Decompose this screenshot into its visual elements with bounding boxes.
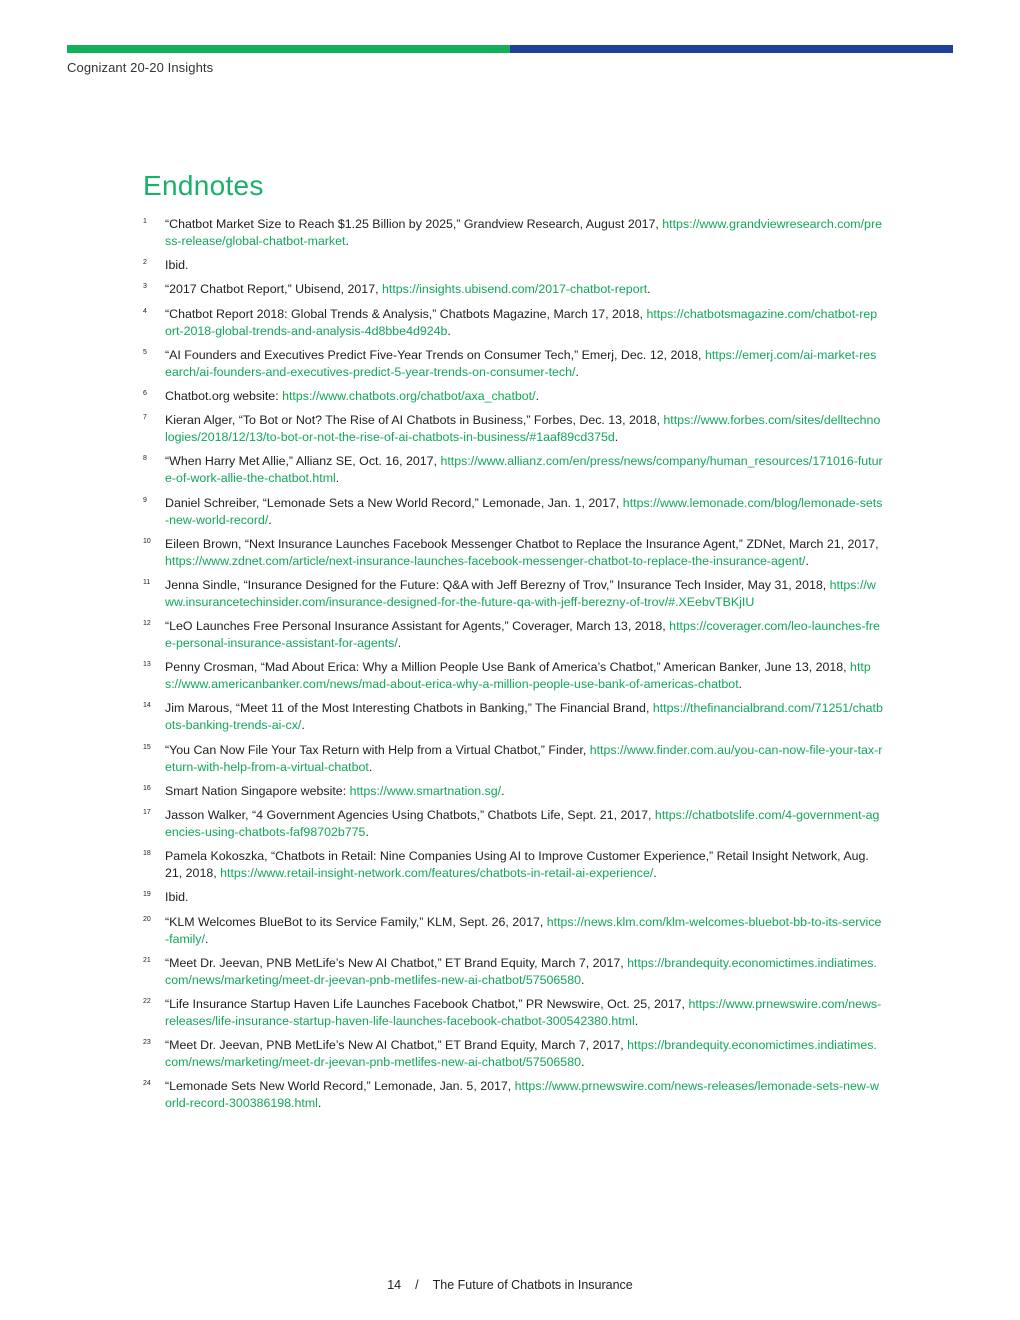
endnote-number: 7 bbox=[143, 414, 147, 422]
endnote-number: 5 bbox=[143, 348, 147, 356]
endnote-item bbox=[143, 412, 883, 446]
endnote-link[interactable]: https://www.zdnet.com/article/next-insurance-launches-facebook-messenger-chatbot-to-replace-the-insurance-agent/ bbox=[165, 553, 806, 568]
endnote-text: Pamela Kokoszka, “Chatbots in Retail: Nine Companies Using AI to Improve Customer Experience,” Retail Insight Network, Aug. 21, 2018, bbox=[165, 849, 869, 881]
accent-bar-blue bbox=[510, 45, 953, 53]
endnote-body bbox=[165, 807, 883, 841]
endnote-link[interactable]: https://www.allianz.com/en/press/news/company/human_resources/171016-future-of-work-allie-the-chatbot.html bbox=[165, 454, 883, 486]
endnote-item bbox=[143, 807, 883, 841]
endnote-terminator: . bbox=[634, 1013, 639, 1028]
endnote-terminator: . bbox=[368, 759, 373, 774]
endnote-item bbox=[143, 495, 883, 529]
endnote-item bbox=[143, 281, 883, 298]
endnote-link[interactable]: https://www.prnewswire.com/news-releases/life-insurance-startup-haven-life-launches-facebook-chatbot-300542380.html bbox=[165, 996, 882, 1028]
endnote-terminator: . bbox=[365, 825, 369, 839]
endnote-text: “KLM Welcomes BlueBot to its Service Family,” KLM, Sept. 26, 2017, bbox=[165, 914, 547, 929]
endnote-item bbox=[143, 848, 883, 882]
endnote-text: “Lemonade Sets New World Record,” Lemonade, Jan. 5, 2017, bbox=[165, 1079, 515, 1094]
endnote-number: 8 bbox=[143, 455, 147, 463]
endnote-link[interactable]: https://insights.ubisend.com/2017-chatbot-report bbox=[381, 282, 648, 297]
page-number: 14 bbox=[387, 1278, 402, 1292]
endnote-link[interactable]: https://www.insurancetechinsider.com/insurance-designed-for-the-future-qa-with-jeff-berezny-of-trov/#.XEebvTBKjIU bbox=[165, 577, 876, 609]
endnote-item bbox=[143, 996, 883, 1030]
endnote-text: “Chatbot Report 2018: Global Trends & Analysis,” Chatbots Magazine, March 17, 2018, bbox=[165, 306, 647, 321]
endnote-number: 9 bbox=[143, 496, 147, 504]
endnote-number: 6 bbox=[143, 389, 147, 397]
endnote-item bbox=[143, 783, 883, 800]
endnote-text: Jenna Sindle, “Insurance Designed for the Future: Q&A with Jeff Berezny of Trov,” Insurance Tech Insider, May 31, 2018, bbox=[165, 577, 830, 592]
endnote-terminator: . bbox=[335, 471, 340, 486]
endnote-number: 12 bbox=[143, 620, 151, 628]
endnote-body bbox=[165, 306, 883, 340]
endnote-body bbox=[165, 347, 883, 381]
endnote-item bbox=[143, 347, 883, 381]
endnote-body bbox=[165, 281, 883, 298]
endnote-body bbox=[165, 1037, 883, 1071]
endnote-link[interactable]: https://www.lemonade.com/blog/lemonade-sets-new-world-record/ bbox=[165, 495, 883, 527]
endnote-terminator: . bbox=[580, 1055, 585, 1070]
endnote-terminator: . bbox=[575, 364, 579, 379]
endnote-terminator: . bbox=[301, 718, 305, 733]
top-accent-bar bbox=[67, 45, 953, 53]
endnote-link[interactable]: https://www.finder.com.au/you-can-now-file-your-tax-return-with-help-from-a-virtual-chatbot bbox=[165, 742, 883, 774]
endnote-link[interactable]: https://chatbotslife.com/4-government-agencies-using-chatbots-faf98702b775 bbox=[165, 808, 880, 839]
endnote-link[interactable]: https://thefinancialbrand.com/71251/chatbots-banking-trends-ai-cx/ bbox=[165, 701, 883, 733]
endnote-text: “Life Insurance Startup Haven Life Launches Facebook Chatbot,” PR Newswire, Oct. 25, 2017, bbox=[165, 996, 689, 1011]
endnote-link[interactable]: https://www.retail-insight-network.com/features/chatbots-in-retail-ai-experience/ bbox=[220, 866, 654, 881]
endnote-text: “Meet Dr. Jeevan, PNB MetLife’s New AI Chatbot,” ET Brand Equity, March 7, 2017, bbox=[165, 955, 628, 970]
endnote-body bbox=[165, 955, 883, 989]
endnote-number: 17 bbox=[143, 809, 151, 816]
endnote-text: Jim Marous, “Meet 11 of the Most Interesting Chatbots in Banking,” The Financial Brand, bbox=[165, 701, 653, 716]
endnote-terminator: . bbox=[647, 282, 651, 297]
endnote-terminator: . bbox=[345, 234, 349, 248]
endnote-body bbox=[165, 848, 883, 882]
endnote-text: “Meet Dr. Jeevan, PNB MetLife’s New AI Chatbot,” ET Brand Equity, March 7, 2017, bbox=[165, 1038, 628, 1053]
footer-separator: / bbox=[415, 1278, 419, 1292]
endnote-text: “You Can Now File Your Tax Return with Help from a Virtual Chatbot,” Finder, bbox=[165, 742, 590, 757]
endnote-item bbox=[143, 659, 883, 693]
endnote-terminator: . bbox=[653, 866, 657, 881]
endnote-terminator: . bbox=[268, 512, 272, 527]
endnote-text: Penny Crosman, “Mad About Erica: Why a Million People Use Bank of America’s Chatbot,” American Banker, June 13, 2018, bbox=[165, 660, 851, 675]
endnote-body bbox=[165, 914, 883, 948]
endnote-terminator: . bbox=[535, 388, 540, 403]
endnote-item bbox=[143, 577, 883, 611]
endnote-body bbox=[165, 1078, 883, 1112]
endnote-number: 23 bbox=[143, 1039, 151, 1047]
endnote-item bbox=[143, 618, 883, 652]
endnote-number: 13 bbox=[143, 661, 151, 669]
endnote-item bbox=[143, 742, 883, 776]
endnote-body bbox=[165, 700, 883, 734]
endnote-number: 1 bbox=[143, 218, 147, 225]
endnote-item bbox=[143, 257, 883, 274]
endnote-text: Ibid. bbox=[165, 258, 189, 273]
endnote-text: Jasson Walker, “4 Government Agencies Using Chatbots,” Chatbots Life, Sept. 21, 2017, bbox=[165, 808, 655, 822]
endnote-item bbox=[143, 306, 883, 340]
endnote-body bbox=[165, 659, 883, 693]
endnote-text: Eileen Brown, “Next Insurance Launches Facebook Messenger Chatbot to Replace the Insurance Agent,” ZDNet, March 21, 2017, bbox=[165, 536, 879, 551]
endnote-terminator: . bbox=[447, 323, 451, 338]
endnote-number: 21 bbox=[143, 956, 151, 964]
endnote-body bbox=[165, 742, 883, 776]
endnote-link[interactable]: https://coverager.com/leo-launches-free-personal-insurance-assistant-for-agents/ bbox=[165, 619, 880, 651]
endnote-body bbox=[165, 216, 883, 250]
accent-bar-green bbox=[67, 45, 510, 53]
endnote-terminator: . bbox=[580, 972, 585, 987]
endnote-number: 19 bbox=[143, 891, 151, 899]
endnote-text: “When Harry Met Allie,” Allianz SE, Oct. 16, 2017, bbox=[165, 454, 441, 469]
endnote-text: Daniel Schreiber, “Lemonade Sets a New World Record,” Lemonade, Jan. 1, 2017, bbox=[165, 495, 623, 510]
endnote-terminator: . bbox=[397, 636, 402, 651]
endnote-link[interactable]: https://news.klm.com/klm-welcomes-bluebot-bb-to-its-service-family/ bbox=[165, 914, 882, 946]
endnote-item bbox=[143, 453, 883, 487]
endnote-terminator: . bbox=[317, 1096, 322, 1111]
endnote-body bbox=[165, 453, 883, 487]
endnote-link[interactable]: https://www.grandviewresearch.com/press-release/global-chatbot-market bbox=[165, 217, 882, 248]
endnote-text: “2017 Chatbot Report,” Ubisend, 2017, bbox=[165, 282, 382, 297]
endnote-text: Ibid. bbox=[165, 890, 189, 905]
endnote-number: 16 bbox=[143, 784, 151, 792]
endnote-link[interactable]: https://www.chatbots.org/chatbot/axa_chatbot/ bbox=[282, 388, 536, 403]
endnote-link[interactable]: https://brandequity.economictimes.indiatimes.com/news/marketing/meet-dr-jeevan-pnb-metlifes-new-ai-chatbot/57506580 bbox=[165, 955, 877, 987]
endnote-item bbox=[143, 889, 883, 906]
endnote-link[interactable]: https://www.prnewswire.com/news-releases/lemonade-sets-new-world-record-300386198.html bbox=[165, 1079, 879, 1111]
endnote-link[interactable]: https://www.smartnation.sg/ bbox=[349, 783, 502, 798]
endnote-terminator: . bbox=[614, 430, 619, 445]
endnote-body bbox=[165, 536, 883, 570]
endnote-text: Smart Nation Singapore website: bbox=[165, 783, 350, 798]
endnote-item bbox=[143, 216, 883, 250]
endnote-body bbox=[165, 577, 883, 611]
endnote-body bbox=[165, 412, 883, 446]
endnote-text: Chatbot.org website: bbox=[165, 388, 283, 403]
endnote-link[interactable]: https://chatbotsmagazine.com/chatbot-report-2018-global-trends-and-analysis-4d8bbe4d924b bbox=[165, 306, 878, 338]
endnote-body bbox=[165, 388, 883, 405]
endnote-terminator: . bbox=[501, 783, 505, 798]
endnote-body bbox=[165, 257, 883, 274]
endnote-item bbox=[143, 536, 883, 570]
endnote-link[interactable]: https://brandequity.economictimes.indiatimes.com/news/marketing/meet-dr-jeevan-pnb-metlifes-new-ai-chatbot/57506580 bbox=[165, 1038, 877, 1070]
document-title: The Future of Chatbots in Insurance bbox=[432, 1278, 633, 1292]
endnote-item bbox=[143, 1078, 883, 1112]
endnote-number: 22 bbox=[143, 997, 151, 1005]
endnote-link[interactable]: https://www.forbes.com/sites/delltechnologies/2018/12/13/to-bot-or-not-the-rise-of-ai-chatbots-in-business/#1aaf89cd375d bbox=[165, 413, 881, 445]
endnote-link[interactable]: https://emerj.com/ai-market-research/ai-founders-and-executives-predict-5-year-trends-on-consumer-tech/ bbox=[165, 347, 877, 379]
page-title: Endnotes bbox=[143, 170, 264, 201]
endnote-text: “LeO Launches Free Personal Insurance Assistant for Agents,” Coverager, March 13, 2018, bbox=[165, 619, 670, 634]
endnote-number: 24 bbox=[143, 1080, 151, 1088]
endnote-item bbox=[143, 388, 883, 405]
endnote-terminator: . bbox=[738, 677, 743, 692]
endnote-number: 3 bbox=[143, 283, 147, 291]
endnote-number: 20 bbox=[143, 915, 151, 923]
endnote-number: 10 bbox=[143, 537, 151, 545]
endnote-link[interactable]: https://www.americanbanker.com/news/mad-about-erica-why-a-million-people-use-bank-of-americas-chatbot bbox=[165, 660, 871, 692]
endnote-number: 18 bbox=[143, 850, 151, 858]
endnote-number: 2 bbox=[143, 259, 147, 267]
endnote-number: 15 bbox=[143, 743, 151, 751]
endnote-text: “Chatbot Market Size to Reach $1.25 Billion by 2025,” Grandview Research, August 2017, bbox=[165, 217, 663, 231]
endnote-body bbox=[165, 495, 883, 529]
publication-label: Cognizant 20-20 Insights bbox=[67, 60, 214, 75]
endnotes-list bbox=[143, 216, 883, 1120]
endnote-terminator: . bbox=[204, 931, 209, 946]
endnote-item bbox=[143, 1037, 883, 1071]
endnote-body bbox=[165, 996, 883, 1030]
endnote-body bbox=[165, 889, 883, 906]
endnote-body bbox=[165, 618, 883, 652]
endnote-text: “AI Founders and Executives Predict Five-Year Trends on Consumer Tech,” Emerj, Dec. 12, 2018, bbox=[165, 347, 705, 362]
endnote-item bbox=[143, 955, 883, 989]
endnote-terminator: . bbox=[805, 553, 809, 568]
endnote-number: 11 bbox=[143, 578, 151, 586]
endnote-item bbox=[143, 700, 883, 734]
endnote-text: Kieran Alger, “To Bot or Not? The Rise of AI Chatbots in Business,” Forbes, Dec. 13, 2018, bbox=[165, 413, 664, 428]
endnote-body bbox=[165, 783, 883, 800]
page-footer bbox=[0, 1278, 1020, 1292]
endnote-number: 14 bbox=[143, 702, 151, 710]
endnote-item bbox=[143, 914, 883, 948]
endnote-number: 4 bbox=[143, 307, 147, 315]
